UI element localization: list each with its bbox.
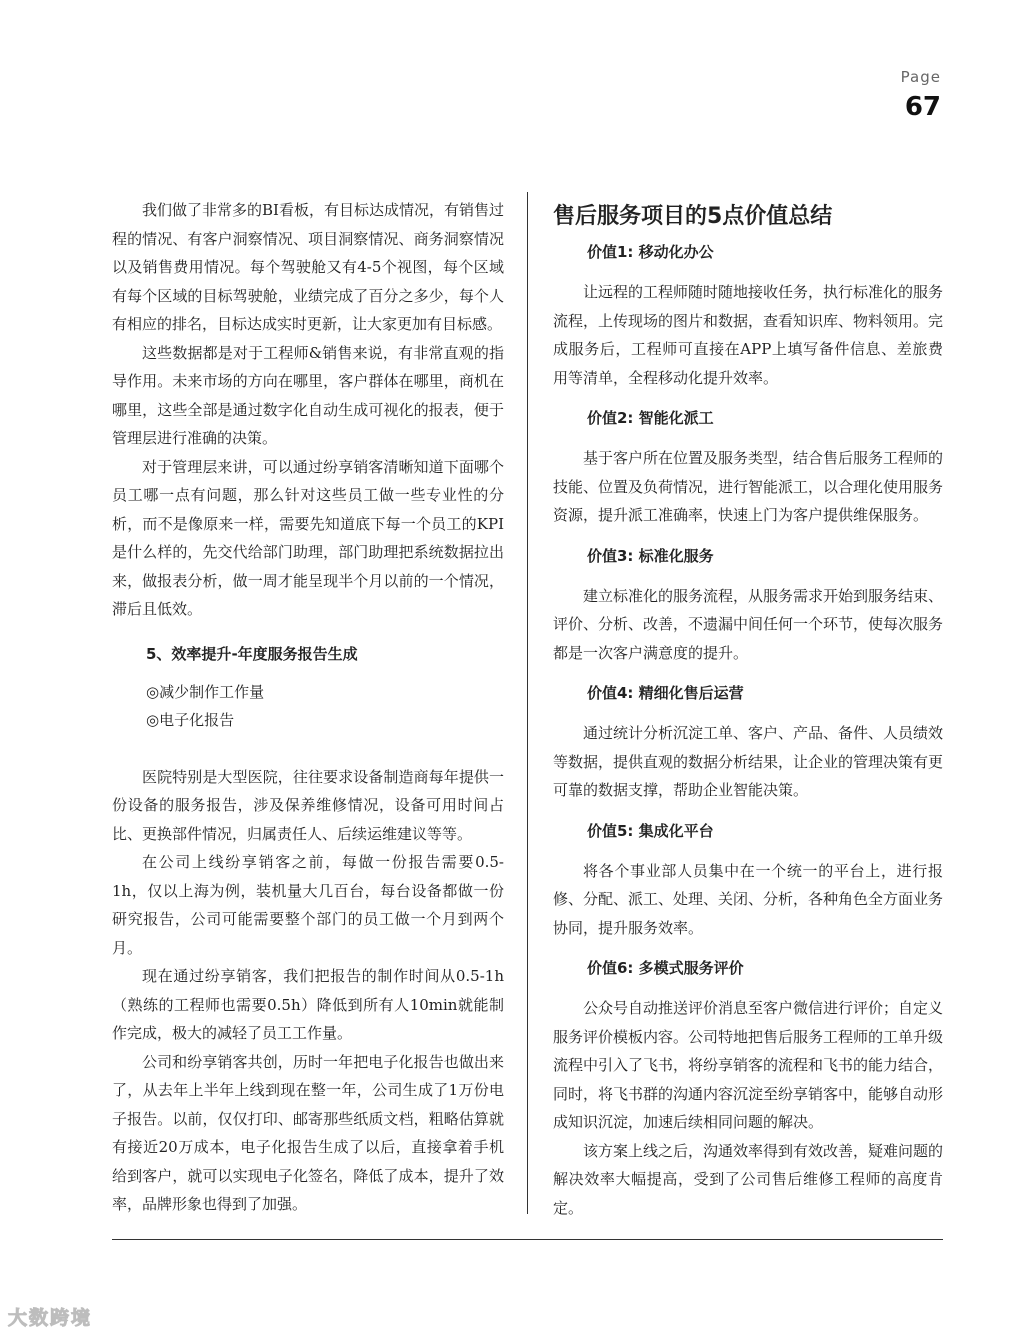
value-heading: 价值4: 精细化售后运营: [587, 684, 744, 702]
paragraph: 建立标准化的服务流程，从服务需求开始到服务结束、评价、分析、改善，不遗漏中间任何一个环节，使每次服务都是一次客户满意度的提升。: [553, 586, 944, 662]
value-heading: 价值6: 多模式服务评价: [587, 959, 744, 977]
paragraph: 让远程的工程师随时随地接收任务，执行标准化的服务流程，上传现场的图片和数据，查看知识库、物料领用。完成服务后，工程师可直接在APP上填写备件信息、差旅费用等清单，全程移动化提升效率。: [553, 283, 944, 387]
article-title: 售后服务项目的5点价值总结: [553, 204, 833, 229]
paragraph: 现在通过纷享销客，我们把报告的制作时间从0.5-1h（熟练的工程师也需要0.5h）降低到所有人10min就能制作完成，极大的减轻了员工工作量。: [112, 967, 504, 1042]
paragraph: 公司和纷享销客共创，历时一年把电子化报告也做出来了，从去年上半年上线到现在整一年，公司生成了1万份电子报告。以前，仅仅打印、邮寄那些纸质文档，粗略估算就有接近20万成本，电子化报告生成了以后，直接拿着手机给到客户，就可以实现电子化签名，降低了成本，提升了效率，品牌形象也得到了加强。: [112, 1052, 504, 1213]
value-heading: 价值1: 移动化办公: [587, 243, 714, 261]
value-heading: 价值2: 智能化派工: [587, 409, 714, 427]
footer-rule: [112, 1239, 943, 1240]
bullet-item: ◎减少制作工作量: [146, 682, 265, 701]
paragraph: 通过统计分析沉淀工单、客户、产品、备件、人员绩效等数据，提供直观的数据分析结果，让企业的管理决策有更可靠的数据支撑，帮助企业智能决策。: [553, 724, 944, 799]
page-number: 67: [904, 92, 941, 122]
paragraph: 将各个事业部人员集中在一个统一的平台上，进行报修、分配、派工、处理、关闭、分析，各种角色全方面业务协同，提升服务效率。: [553, 861, 944, 937]
paragraph: 该方案上线之后，沟通效率得到有效改善，疑难问题的解决效率大幅提高，受到了公司售后维修工程师的高度肯定。: [553, 1141, 944, 1217]
value-heading: 价值3: 标准化服务: [587, 546, 714, 565]
watermark-logo: 大数跨境: [8, 1307, 93, 1329]
paragraph: 医院特别是大型医院，往往要求设备制造商每年提供一份设备的服务报告，涉及保养维修情况，设备可用时间占比、更换部件情况，归属责任人、后续运维建议等等。: [112, 767, 504, 843]
paragraph: 这些数据都是对于工程师&销售来说，有非常直观的指导作用。未来市场的方向在哪里，客户群体在哪里，商机在哪里，这些全部是通过数字化自动生成可视化的报表，便于管理层进行准确的决策。: [112, 343, 504, 447]
right-column: [553, 198, 943, 1222]
paragraph: 在公司上线纷享销客之前，每做一份报告需要0.5-1h，仅以上海为例，装机量大几百台，每台设备都做一份研究报告，公司可能需要整个部门的员工做一个月到两个月。: [112, 853, 504, 957]
value-heading: 价值5: 集成化平台: [587, 821, 714, 840]
paragraph: 我们做了非常多的BI看板，有目标达成情况，有销售过程的情况、有客户洞察情况、项目洞察情况、商务洞察情况以及销售费用情况。每个驾驶舱又有4-5个视图，每个区域有每个区域的目标驾驶舱，业绩完成了百分之多少，每个人有相应的排名，目标达成实时更新，让大家更加有目标感。: [112, 201, 504, 333]
paragraph: 对于管理层来讲，可以通过纷享销客清晰知道下面哪个员工哪一点有问题，那么针对这些员工做一些专业性的分析，而不是像原来一样，需要先知道底下每一个员工的KPI是什么样的，先交代给部门助理，部门助理把系统数据拉出来，做报表分析，做一周才能呈现半个月以前的一个情况，滞后且低效。: [112, 457, 504, 618]
page-label: Page: [900, 68, 941, 86]
column-divider: [527, 192, 528, 1214]
bullet-item: ◎电子化报告: [146, 711, 235, 729]
section-heading: 5、效率提升-年度服务报告生成: [146, 644, 358, 663]
paragraph: 公众号自动推送评价消息至客户微信进行评价；自定义服务评价模板内容。公司特地把售后服务工程师的工单升级流程中引入了飞书，将纷享销客的流程和飞书的能力结合，同时，将飞书群的沟通内容沉淀至纷享销客中，能够自动形成知识沉淀，加速后续相同问题的解决。: [553, 999, 944, 1131]
left-column: [112, 196, 504, 1219]
paragraph: 基于客户所在位置及服务类型，结合售后服务工程师的技能、位置及负荷情况，进行智能派工，以合理化使用服务资源，提升派工准确率，快速上门为客户提供维保服务。: [553, 449, 944, 524]
